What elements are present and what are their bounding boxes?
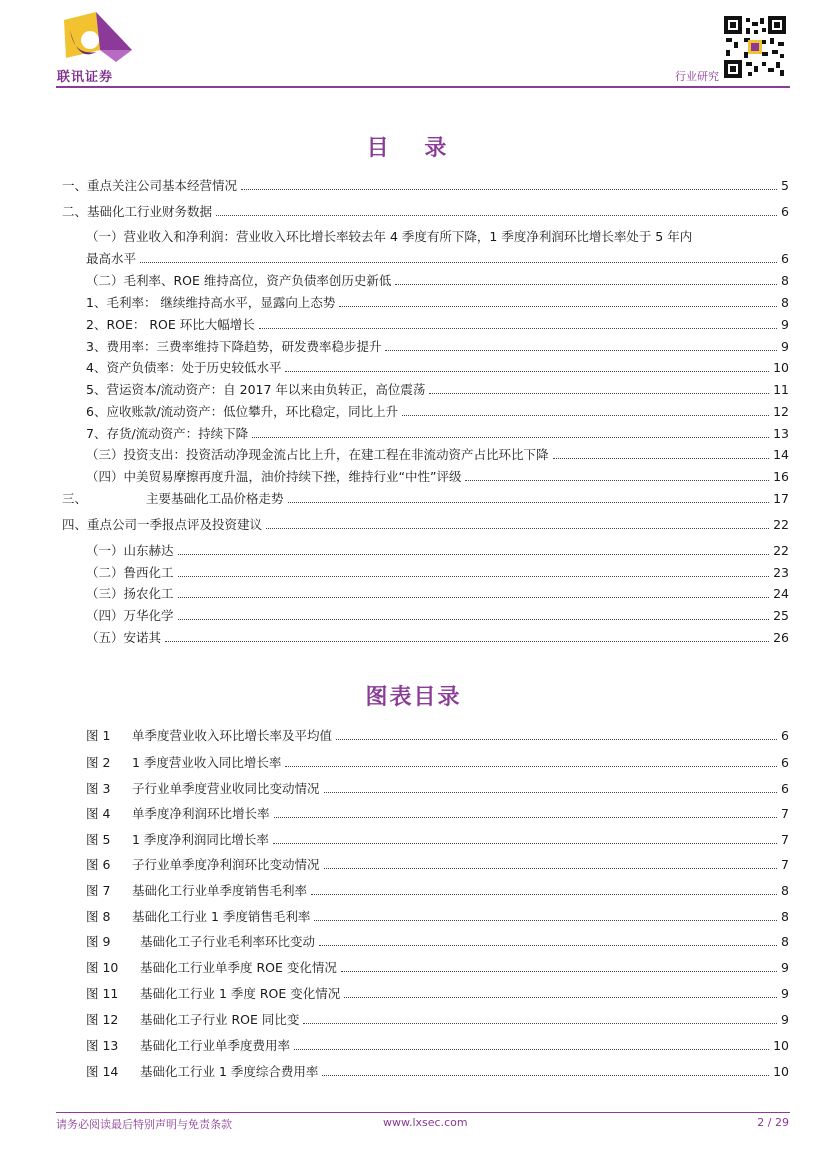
toc-entry-page: 10 [773,360,789,375]
figure-entry[interactable] [86,1012,789,1028]
leader-dots [216,215,777,216]
leader-dots [285,371,769,372]
company-name: 联讯证券 [57,70,114,85]
toc-entry-page: 6 [781,251,789,266]
figure-label: 子行业单季度净利润环比变动情况 [132,857,320,872]
figure-number: 图 4 [86,806,111,821]
toc-entry-label: （五）安诺其 [86,630,162,645]
figure-entry[interactable] [86,857,789,873]
header-rule [56,86,790,88]
figure-page: 9 [781,1012,789,1027]
figure-page: 9 [781,986,789,1001]
toc-entry-label: （一）营业收入和净利润：营业收入环比增长率较去年 4 季度有所下降，1 季度净利润环比增长率处于 5 年内 [86,229,693,244]
leader-dots [322,1075,769,1076]
toc-entry-page: 9 [781,317,789,332]
figure-number: 图 3 [86,781,111,796]
figure-number: 图 13 [86,1038,119,1053]
figure-number: 图 7 [86,883,111,898]
figure-number: 图 14 [86,1064,119,1079]
toc-entry-page: 11 [773,382,789,397]
leader-dots [429,393,769,394]
toc-entry[interactable] [62,491,789,507]
toc-entry-page: 22 [773,543,789,558]
toc-entry-label: （三）扬农化工 [86,586,174,601]
figure-page: 7 [781,806,789,821]
toc-entry-page: 9 [781,339,789,354]
figure-number: 图 10 [86,960,119,975]
footer-rule [56,1112,790,1113]
section-tag: 行业研究 [675,70,719,83]
toc-entry[interactable] [86,426,789,442]
figure-entry[interactable] [86,1038,789,1054]
toc-entry[interactable] [86,447,789,463]
figure-page: 10 [773,1064,789,1079]
leader-dots [553,458,770,459]
toc-entry[interactable] [86,469,789,485]
leader-dots [178,597,770,598]
figure-entry[interactable] [86,755,789,771]
leader-dots [344,997,777,998]
toc-entry-page: 17 [773,491,789,506]
leader-dots [385,350,777,351]
footer-page-indicator: 2 / 29 [757,1116,789,1129]
figure-number: 图 6 [86,857,111,872]
toc-entry[interactable] [86,382,789,398]
toc-entry-label: （二）毛利率、ROE 维持高位，资产负债率创历史新低 [86,273,392,288]
toc-entry-label: （二）鲁西化工 [86,565,174,580]
toc-entry-continued[interactable] [86,251,789,267]
toc-entry[interactable] [62,517,789,533]
toc-entry-label: 最高水平 [86,251,137,266]
figure-entry[interactable] [86,883,789,899]
figure-label: 基础化工行业单季度费用率 [140,1038,291,1053]
toc-entry-label: 主要基础化工品价格走势 [146,491,284,506]
figure-label: 单季度营业收入环比增长率及平均值 [132,728,333,743]
page-header [0,0,827,92]
figure-label: 1 季度净利润同比增长率 [132,832,269,847]
toc-entry-label: 6、应收账款/流动资产：低位攀升，环比稳定，同比上升 [86,404,399,419]
figure-entry[interactable] [86,728,789,744]
toc-entry-label: （一）山东赫达 [86,543,174,558]
figure-label: 基础化工子行业 ROE 同比变 [140,1012,300,1027]
figure-entry[interactable] [86,832,789,848]
toc-entry[interactable] [86,608,789,624]
toc-entry[interactable] [86,273,789,289]
leader-dots [273,843,777,844]
leader-dots [178,619,770,620]
figure-label: 基础化工行业 1 季度销售毛利率 [132,909,311,924]
figure-page: 6 [781,728,789,743]
toc-entry-page: 8 [781,295,789,310]
toc-entry[interactable] [86,630,789,646]
toc-entry[interactable] [86,317,789,333]
figure-entry[interactable] [86,1064,789,1080]
figure-number: 图 9 [86,934,111,949]
toc-entry-page: 24 [773,586,789,601]
toc-entry-label: 四、重点公司一季报点评及投资建议 [62,517,263,532]
leader-dots [259,328,777,329]
toc-entry[interactable] [62,178,789,194]
figure-number: 图 8 [86,909,111,924]
figure-page: 7 [781,857,789,872]
figure-label: 基础化工行业单季度 ROE 变化情况 [140,960,337,975]
figure-page: 6 [781,781,789,796]
toc-entry-label: 4、资产负债率：处于历史较低水平 [86,360,282,375]
toc-entry-page: 5 [781,178,789,193]
toc-entry-label: 3、费用率：三费率维持下降趋势，研发费率稳步提升 [86,339,382,354]
toc-entry-page: 12 [773,404,789,419]
figure-entry[interactable] [86,934,789,950]
figure-page: 8 [781,934,789,949]
toc-entry-page: 14 [773,447,789,462]
toc-entry-label: 1、毛利率： 继续维持高水平，显露向上态势 [86,295,336,310]
toc-entry-page: 23 [773,565,789,580]
toc-entry[interactable] [86,404,789,420]
figure-entry[interactable] [86,909,789,925]
toc-entry-label: 2、ROE： ROE 环比大幅增长 [86,317,255,332]
leader-dots [165,641,769,642]
figure-number: 图 12 [86,1012,119,1027]
leader-dots [178,576,770,577]
leader-dots [241,189,777,190]
toc-entry[interactable] [62,204,789,220]
leader-dots [324,792,778,793]
toc-entry-page: 6 [781,204,789,219]
toc-entry-page: 26 [773,630,789,645]
leader-dots [274,817,778,818]
figure-label: 基础化工子行业毛利率环比变动 [140,934,316,949]
leader-dots [395,284,777,285]
figure-page: 8 [781,909,789,924]
leader-dots [311,894,777,895]
figure-page: 6 [781,755,789,770]
figure-label: 基础化工行业单季度销售毛利率 [132,883,308,898]
figure-number: 图 1 [86,728,111,743]
leader-dots [314,920,777,921]
footer-disclaimer[interactable]: 请务必阅读最后特别声明与免责条款 [56,1118,232,1131]
figure-entry[interactable] [86,986,789,1002]
toc-entry[interactable] [86,226,789,247]
leader-dots [465,480,769,481]
qr-code-icon [724,16,786,78]
leader-dots [402,415,769,416]
toc-entry-label: （四）中美贸易摩擦再度升温，油价持续下挫，维持行业“中性”评级 [86,469,462,484]
toc-entry-label: （三）投资支出：投资活动净现金流占比上升，在建工程在非流动资产占比环比下降 [86,447,549,462]
leader-dots [336,739,777,740]
figure-page: 10 [773,1038,789,1053]
leader-dots [339,306,777,307]
toc-entry-label: 7、存货/流动资产：持续下降 [86,426,249,441]
figure-page: 9 [781,960,789,975]
figure-label: 基础化工行业 1 季度 ROE 变化情况 [140,986,341,1001]
toc-entry-page: 16 [773,469,789,484]
toc-entry[interactable] [86,565,789,581]
figure-entry[interactable] [86,960,789,976]
leader-dots [303,1023,777,1024]
leader-dots [266,528,769,529]
toc-entry-label: 一、重点关注公司基本经营情况 [62,178,238,193]
toc-entry[interactable] [86,543,789,559]
toc-entry-page: 8 [781,273,789,288]
figure-label: 子行业单季度营业收同比变动情况 [132,781,320,796]
toc-entry-label: 5、营运资本/流动资产：自 2017 年以来由负转正，高位震荡 [86,382,426,397]
figure-label: 基础化工行业 1 季度综合费用率 [140,1064,319,1079]
figure-entry[interactable] [86,781,789,797]
figure-number: 图 11 [86,986,119,1001]
toc-entry[interactable] [86,360,789,376]
toc-entry-number: 三、 [62,491,88,506]
toc-entry-label: 二、基础化工行业财务数据 [62,204,213,219]
figure-number: 图 5 [86,832,111,847]
toc-entry-page: 13 [773,426,789,441]
leader-dots [294,1049,769,1050]
leader-dots [288,502,770,503]
leader-dots [252,437,769,438]
figure-label: 单季度净利润环比增长率 [132,806,270,821]
leader-dots [341,971,777,972]
leader-dots [319,945,777,946]
figure-entry[interactable] [86,806,789,822]
toc-entry-page: 22 [773,517,789,532]
leader-dots [140,262,777,263]
figure-list-title: 图表目录 [365,685,462,710]
footer-website[interactable]: www.lxsec.com [383,1116,468,1129]
figure-label: 1 季度营业收入同比增长率 [132,755,282,770]
toc-entry[interactable] [86,586,789,602]
toc-entry-page: 25 [773,608,789,623]
toc-entry[interactable] [86,339,789,355]
figure-page: 7 [781,832,789,847]
figure-page: 8 [781,883,789,898]
leader-dots [178,554,770,555]
figure-number: 图 2 [86,755,111,770]
leader-dots [285,766,777,767]
toc-entry-label: （四）万华化学 [86,608,174,623]
toc-entry[interactable] [86,295,789,311]
toc-title: 目 录 [366,136,461,161]
leader-dots [324,868,778,869]
